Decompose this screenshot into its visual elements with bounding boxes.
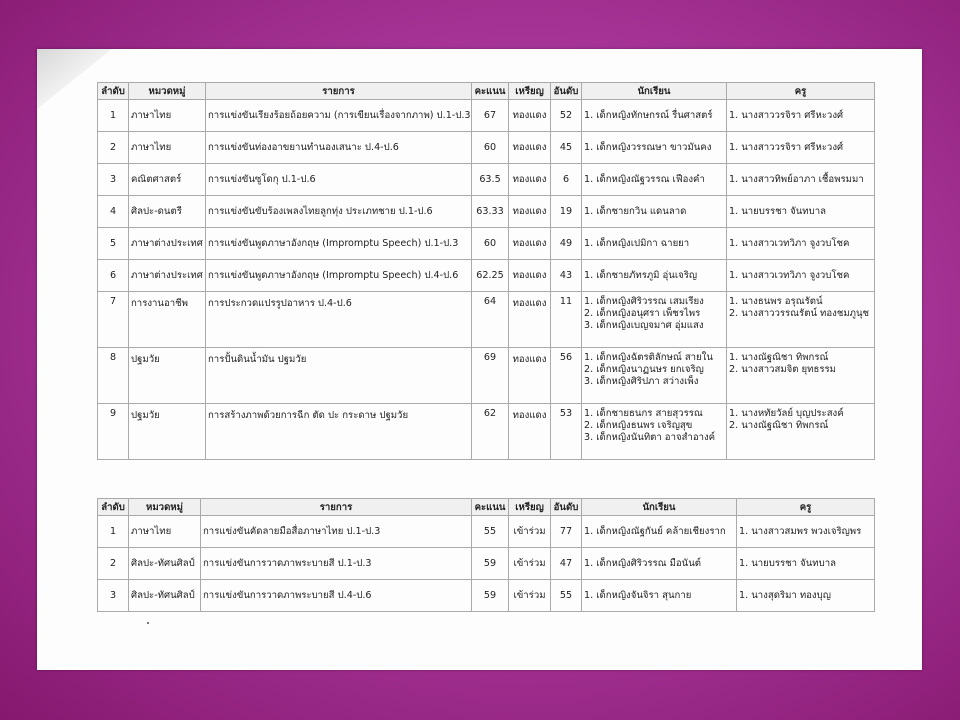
- score-cell: 64: [472, 292, 509, 348]
- teachers-cell: [727, 260, 875, 292]
- column-header: อันดับ: [551, 83, 582, 100]
- score-cell: 59: [472, 548, 509, 580]
- table-row: [98, 580, 875, 612]
- item-cell: การแข่งขันขับร้องเพลงไทยลูกทุ่ง ประเภทชาย ป.1-ป.6: [206, 196, 472, 228]
- teacher-name: 2. นางสาววรรณรัตน์ ทองชมภูนุช: [729, 308, 870, 319]
- column-header: คะแนน: [472, 83, 509, 100]
- column-header: ลำดับ: [98, 499, 129, 516]
- teachers-cell: [727, 100, 875, 132]
- teachers-cell: [737, 516, 875, 548]
- student-name: 1. เด็กชายกวิน แดนลาด: [584, 205, 687, 217]
- category-cell: ศิลปะ-ทัศนศิลป์: [129, 548, 201, 580]
- teachers-cell: [727, 228, 875, 260]
- category-cell: ภาษาไทย: [129, 100, 206, 132]
- students-cell: [582, 580, 737, 612]
- student-name: 1. เด็กหญิงวรรณษา ขาวมันคง: [584, 141, 712, 153]
- teacher-name: 1. นางสาววรจิรา ศรีหะวงศ์: [729, 109, 844, 121]
- table-row: [98, 260, 875, 292]
- rank-cell: 52: [551, 100, 582, 132]
- student-name: 1. เด็กหญิงทักษกรณ์ รื่นศาสตร์: [584, 109, 713, 121]
- medal-cell: ทองแดง: [509, 292, 551, 348]
- teachers-cell: [727, 196, 875, 228]
- row-number: 2: [98, 548, 129, 580]
- medal-cell: ทองแดง: [509, 348, 551, 404]
- score-cell: 55: [472, 516, 509, 548]
- item-cell: การปั้นดินน้ำมัน ปฐมวัย: [206, 348, 472, 404]
- row-number: 7: [98, 292, 129, 348]
- rank-cell: 55: [551, 580, 582, 612]
- item-cell: การประกวดแปรรูปอาหาร ป.4-ป.6: [206, 292, 472, 348]
- students-cell: [582, 292, 727, 348]
- teacher-name: 1. นางสาวทิพย์อาภา เชื้อพรมมา: [729, 173, 864, 185]
- students-cell: [582, 100, 727, 132]
- student-name: 2. เด็กหญิงธนพร เจริญสุข: [584, 420, 693, 431]
- medal-cell: เข้าร่วม: [509, 580, 551, 612]
- score-cell: 60: [472, 228, 509, 260]
- teacher-name: 1. นางสุดริมา ทองบุญ: [739, 589, 831, 601]
- rank-cell: 56: [551, 348, 582, 404]
- score-cell: 60: [472, 132, 509, 164]
- table-row: [98, 132, 875, 164]
- row-number: 1: [98, 100, 129, 132]
- table-row: [98, 164, 875, 196]
- category-cell: การงานอาชีพ: [129, 292, 206, 348]
- rank-cell: 43: [551, 260, 582, 292]
- student-name: 3. เด็กหญิงศิริปภา สว่างเพ็ง: [584, 376, 699, 387]
- student-name: 1. เด็กหญิงณัฐวรรณ เฟืองคำ: [584, 173, 705, 185]
- item-cell: การแข่งขันการวาดภาพระบายสี ป.1-ป.3: [201, 548, 472, 580]
- table-row: [98, 228, 875, 260]
- teacher-name: 1. นายบรรชา จันทบาล: [739, 557, 836, 569]
- table-header-row: [98, 83, 875, 100]
- teacher-name: 1. นางสาววรจิรา ศรีหะวงศ์: [729, 141, 844, 153]
- row-number: 9: [98, 404, 129, 460]
- student-name: 3. เด็กหญิงนันทิตา อาจสำอางค์: [584, 432, 716, 443]
- students-cell: [582, 404, 727, 460]
- column-header: เหรียญ: [509, 83, 551, 100]
- column-header: คะแนน: [472, 499, 509, 516]
- student-name: 1. เด็กชายภัทรภูมิ อุ่นเจริญ: [584, 269, 698, 281]
- rank-cell: 77: [551, 516, 582, 548]
- row-number: 2: [98, 132, 129, 164]
- rank-cell: 47: [551, 548, 582, 580]
- category-cell: ภาษาต่างประเทศ: [129, 228, 206, 260]
- student-name: 1. เด็กหญิงณัฐกันย์ คล้ายเชียงราก: [584, 525, 726, 537]
- rank-cell: 45: [551, 132, 582, 164]
- teachers-cell: [737, 548, 875, 580]
- rank-cell: 49: [551, 228, 582, 260]
- table-row: [98, 292, 875, 348]
- category-cell: ศิลปะ-ทัศนศิลป์: [129, 580, 201, 612]
- table-row: [98, 100, 875, 132]
- students-cell: [582, 228, 727, 260]
- teacher-name: 1. นางสาวเวทวิภา จูงวบโชค: [729, 269, 850, 281]
- score-cell: 62.25: [472, 260, 509, 292]
- students-cell: [582, 260, 727, 292]
- teachers-cell: [727, 164, 875, 196]
- score-cell: 67: [472, 100, 509, 132]
- category-cell: ภาษาไทย: [129, 516, 201, 548]
- rank-cell: 19: [551, 196, 582, 228]
- score-cell: 69: [472, 348, 509, 404]
- item-cell: การแข่งขันคัดลายมือสื่อภาษาไทย ป.1-ป.3: [201, 516, 472, 548]
- item-cell: การแข่งขันพูดภาษาอังกฤษ (Impromptu Speech) ป.1-ป.3: [206, 228, 472, 260]
- table-row: [98, 548, 875, 580]
- medal-cell: ทองแดง: [509, 404, 551, 460]
- category-cell: ภาษาต่างประเทศ: [129, 260, 206, 292]
- results-table-participation: [97, 498, 875, 612]
- teacher-name: 1. นางสาวสมพร พวงเจริญพร: [739, 525, 862, 537]
- category-cell: ปฐมวัย: [129, 404, 206, 460]
- teacher-name: 1. นางธนพร อรุณรัตน์: [729, 296, 823, 307]
- student-name: 1. เด็กหญิงเปมิกา ฉายยา: [584, 237, 690, 249]
- row-number: 1: [98, 516, 129, 548]
- score-cell: 63.33: [472, 196, 509, 228]
- table-header-row: [98, 499, 875, 516]
- medal-cell: ทองแดง: [509, 196, 551, 228]
- student-name: 2. เด็กหญิงนาฏนษร ยกเจริญ: [584, 364, 704, 375]
- students-cell: [582, 548, 737, 580]
- row-number: 4: [98, 196, 129, 228]
- scan-speck: [147, 622, 149, 624]
- column-header: นักเรียน: [582, 83, 727, 100]
- teacher-name: 1. นายบรรชา จันทบาล: [729, 205, 826, 217]
- category-cell: คณิตศาสตร์: [129, 164, 206, 196]
- medal-cell: ทองแดง: [509, 228, 551, 260]
- teachers-cell: [727, 348, 875, 404]
- students-cell: [582, 132, 727, 164]
- teacher-name: 1. นางหทัยวัลย์ บุญประสงค์: [729, 408, 844, 419]
- rank-cell: 53: [551, 404, 582, 460]
- student-name: 1. เด็กชายธนกร สายสุวรรณ: [584, 408, 703, 419]
- teacher-name: 1. นางสาวเวทวิภา จูงวบโชค: [729, 237, 850, 249]
- row-number: 5: [98, 228, 129, 260]
- item-cell: การแข่งขันพูดภาษาอังกฤษ (Impromptu Speech) ป.4-ป.6: [206, 260, 472, 292]
- table-row: [98, 404, 875, 460]
- row-number: 3: [98, 580, 129, 612]
- category-cell: ศิลปะ-ดนตรี: [129, 196, 206, 228]
- column-header: อันดับ: [551, 499, 582, 516]
- teachers-cell: [727, 132, 875, 164]
- students-cell: [582, 164, 727, 196]
- item-cell: การแข่งขันการวาดภาพระบายสี ป.4-ป.6: [201, 580, 472, 612]
- results-table-medals: [97, 82, 875, 460]
- teachers-cell: [727, 404, 875, 460]
- column-header: นักเรียน: [582, 499, 737, 516]
- teacher-name: 1. นางณัฐณิชา ทิพกรณ์: [729, 352, 829, 363]
- teacher-name: 2. นางณัฐณิชา ทิพกรณ์: [729, 420, 829, 431]
- student-name: 1. เด็กหญิงศิริวรรณ มือนันต์: [584, 557, 702, 569]
- column-header: รายการ: [206, 83, 472, 100]
- rank-cell: 6: [551, 164, 582, 196]
- medal-cell: ทองแดง: [509, 260, 551, 292]
- students-cell: [582, 348, 727, 404]
- student-name: 1. เด็กหญิงฉัตรติลักษณ์ สายใน: [584, 352, 713, 363]
- medal-cell: ทองแดง: [509, 100, 551, 132]
- teachers-cell: [737, 580, 875, 612]
- medal-cell: เข้าร่วม: [509, 548, 551, 580]
- category-cell: ปฐมวัย: [129, 348, 206, 404]
- row-number: 6: [98, 260, 129, 292]
- student-name: 3. เด็กหญิงเบญจมาศ อุ่มแสง: [584, 320, 704, 331]
- table-row: [98, 348, 875, 404]
- table-row: [98, 516, 875, 548]
- column-header: รายการ: [201, 499, 472, 516]
- students-cell: [582, 196, 727, 228]
- rank-cell: 11: [551, 292, 582, 348]
- row-number: 8: [98, 348, 129, 404]
- student-name: 2. เด็กหญิงอนุศรา เพ็ชรไพร: [584, 308, 701, 319]
- column-header: ลำดับ: [98, 83, 129, 100]
- document-page: [37, 49, 922, 670]
- item-cell: การแข่งขันซูโดกุ ป.1-ป.6: [206, 164, 472, 196]
- column-header: หมวดหมู่: [129, 499, 201, 516]
- item-cell: การแข่งขันเรียงร้อยถ้อยความ (การเขียนเรื่องจากภาพ) ป.1-ป.3: [206, 100, 472, 132]
- medal-cell: ทองแดง: [509, 164, 551, 196]
- score-cell: 59: [472, 580, 509, 612]
- item-cell: การแข่งขันท่องอาขยานทำนองเสนาะ ป.4-ป.6: [206, 132, 472, 164]
- column-header: เหรียญ: [509, 499, 551, 516]
- column-header: ครู: [727, 83, 875, 100]
- table-row: [98, 196, 875, 228]
- column-header: หมวดหมู่: [129, 83, 206, 100]
- row-number: 3: [98, 164, 129, 196]
- teacher-name: 2. นางสาวสมจิต ยุทธรรม: [729, 364, 836, 375]
- students-cell: [582, 516, 737, 548]
- teachers-cell: [727, 292, 875, 348]
- medal-cell: เข้าร่วม: [509, 516, 551, 548]
- item-cell: การสร้างภาพด้วยการฉีก ตัด ปะ กระดาษ ปฐมวัย: [206, 404, 472, 460]
- medal-cell: ทองแดง: [509, 132, 551, 164]
- category-cell: ภาษาไทย: [129, 132, 206, 164]
- column-header: ครู: [737, 499, 875, 516]
- student-name: 1. เด็กหญิงศิริวรรณ เสมเรียง: [584, 296, 704, 307]
- score-cell: 63.5: [472, 164, 509, 196]
- score-cell: 62: [472, 404, 509, 460]
- student-name: 1. เด็กหญิงจันจิรา สุนกาย: [584, 589, 692, 601]
